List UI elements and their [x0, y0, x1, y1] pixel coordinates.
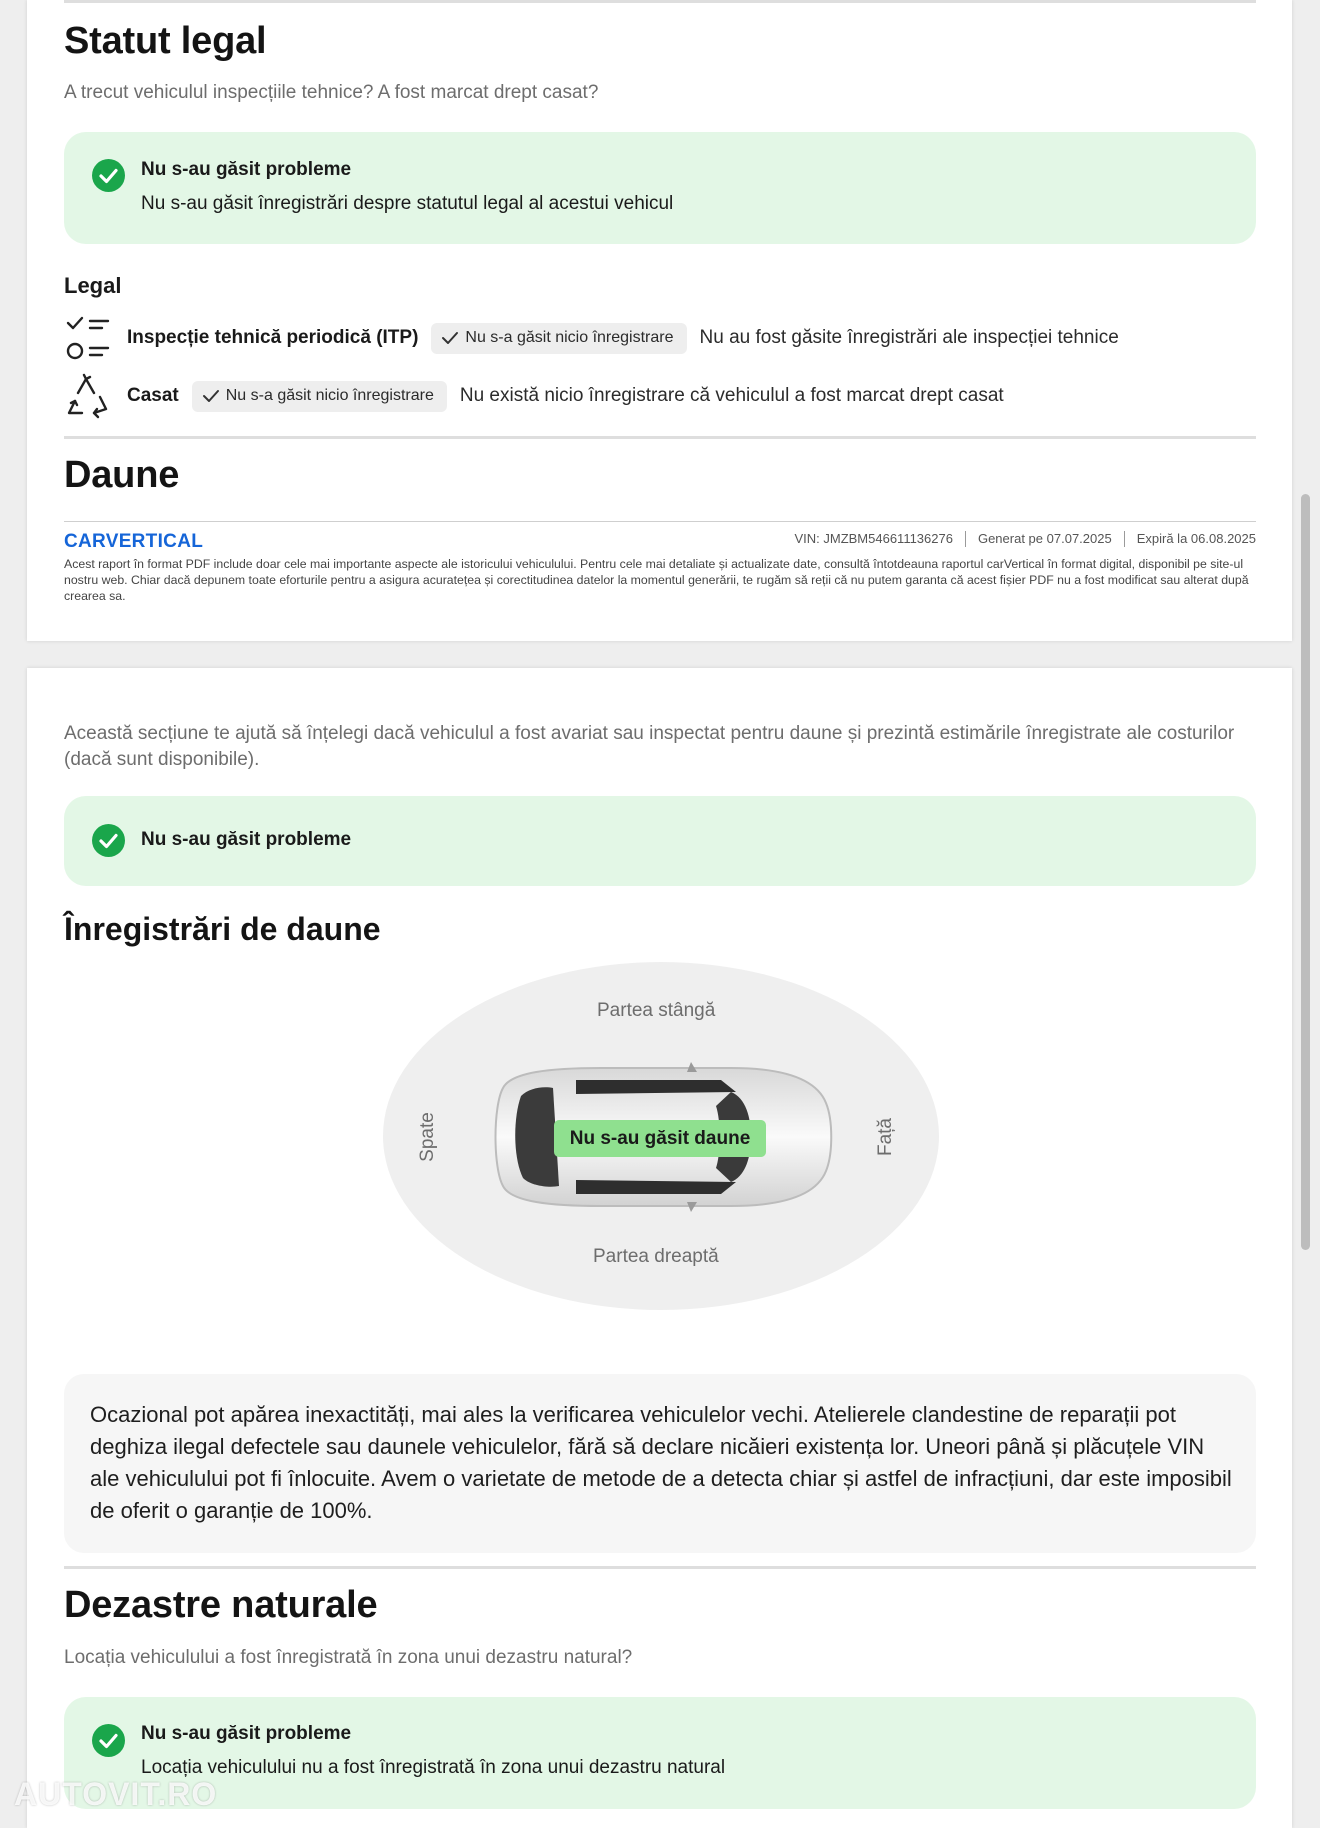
expires-label: Expiră la [1136, 531, 1188, 546]
scrollbar[interactable] [1301, 494, 1310, 1250]
status-title: Nu s-au găsit probleme [141, 1723, 352, 1744]
autovit-watermark: AUTOVIT.RO [14, 1776, 218, 1812]
accuracy-note-text: Ocazional pot apărea inexactități, mai ales la verificarea vehiculelor vechi. Atelierele clandestine de reparații pot deghiza ilegal defectele sau daunele vehiculelor, fără să declare nicăieri existența lor. Uneori până și plăcuțele VIN ale vehiculului pot fi înlocuite. Avem o varietate de metode de a detecta chiar și astfel de infracțiuni, dar este imposibil de oferit o garanție de 100%. [90, 1402, 1232, 1523]
check-icon [441, 331, 459, 345]
pdf-disclaimer: Acest raport în format PDF include doar cele mai importante aspecte ale istoricului vehiculului. Pentru cele mai detaliate și actualizate date, consultă întotdeauna raportul carVertical în format digital, disponibil pe site-ul nostru web. Chiar dacă depunem toate eforturile pentru a asigura acuratețea și corectitudinea datelor la momentul generării, te rugăm să reții că nu putem garanta că acest fișier PDF nu a fost modificat sau alterat după crearea sa. [64, 557, 1249, 603]
legal-status-box [64, 132, 1256, 244]
meta-separator [1124, 531, 1125, 547]
rear-label: Spate [416, 1112, 438, 1162]
legal-row-label: Inspecție tehnică periodică (ITP) [127, 327, 419, 348]
check-icon [202, 389, 220, 403]
generated-label: Generat pe [977, 531, 1044, 546]
damage-section-title: Daune [64, 454, 180, 496]
vin-label: VIN: [794, 531, 820, 546]
accuracy-note [64, 1374, 1256, 1553]
no-record-chip [431, 323, 686, 354]
legal-row-label: Casat [127, 385, 179, 406]
disasters-section-title: Dezastre naturale [64, 1584, 378, 1626]
chip-label: Nu s-a găsit nicio înregistrare [465, 329, 674, 346]
generated-date: 07.07.2025 [1046, 531, 1112, 546]
check-circle-icon [92, 159, 125, 192]
disasters-status-box [64, 1697, 1256, 1809]
recycle-icon [64, 373, 112, 419]
no-record-chip [192, 381, 447, 412]
legal-row-description: Nu există nicio înregistrare că vehiculul a fost marcat drept casat [459, 385, 1004, 406]
carvertical-logo: CARVERTICAL [64, 531, 204, 552]
report-page-1 [27, 0, 1292, 641]
disasters-section-subtitle: Locația vehiculului a fost înregistrată în zona unui dezastru natural? [64, 1647, 633, 1668]
legal-row-description: Nu au fost găsite înregistrări ale inspecției tehnice [699, 327, 1119, 348]
legal-section-subtitle: A trecut vehiculul inspecțiile tehnice? A fost marcat drept casat? [64, 82, 599, 103]
expires-date: 06.08.2025 [1190, 531, 1256, 546]
divider [64, 436, 1256, 439]
damage-section-subtitle: Această secțiune te ajută să înțelegi dacă vehiculul a fost avariat sau inspectat pentru daune și prezintă estimările înregistrate ale costurilor (dacă sunt disponibile). [64, 723, 1235, 770]
divider [64, 0, 1256, 3]
status-title: Nu s-au găsit probleme [141, 159, 352, 180]
check-circle-icon [92, 824, 125, 857]
legal-row-casat [64, 373, 1004, 419]
status-title: Nu s-au găsit probleme [141, 829, 352, 850]
report-meta [794, 531, 1256, 547]
vin-value: JMZBM546611136276 [823, 531, 953, 546]
status-description: Locația vehiculului nu a fost înregistrată în zona unui dezastru natural [141, 1757, 726, 1778]
no-damage-badge: Nu s-au găsit daune [554, 1120, 766, 1157]
footer-divider [64, 521, 1256, 522]
legal-section-title: Statut legal [64, 20, 267, 62]
legal-heading: Legal [64, 273, 122, 298]
check-circle-icon [92, 1724, 125, 1757]
checklist-icon [64, 315, 112, 361]
left-side-label: Partea stângă [597, 1000, 716, 1021]
divider [64, 1566, 1256, 1569]
damage-records-title: Înregistrări de daune [64, 911, 381, 947]
front-label: Față [875, 1117, 897, 1157]
chip-label: Nu s-a găsit nicio înregistrare [225, 387, 434, 404]
status-description: Nu s-au găsit înregistrări despre statutul legal al acestui vehicul [141, 193, 674, 214]
right-side-label: Partea dreaptă [593, 1246, 719, 1267]
damage-status-box [64, 796, 1256, 886]
meta-separator [965, 531, 966, 547]
legal-row-itp [64, 315, 1119, 361]
damage-diagram [383, 962, 939, 1310]
